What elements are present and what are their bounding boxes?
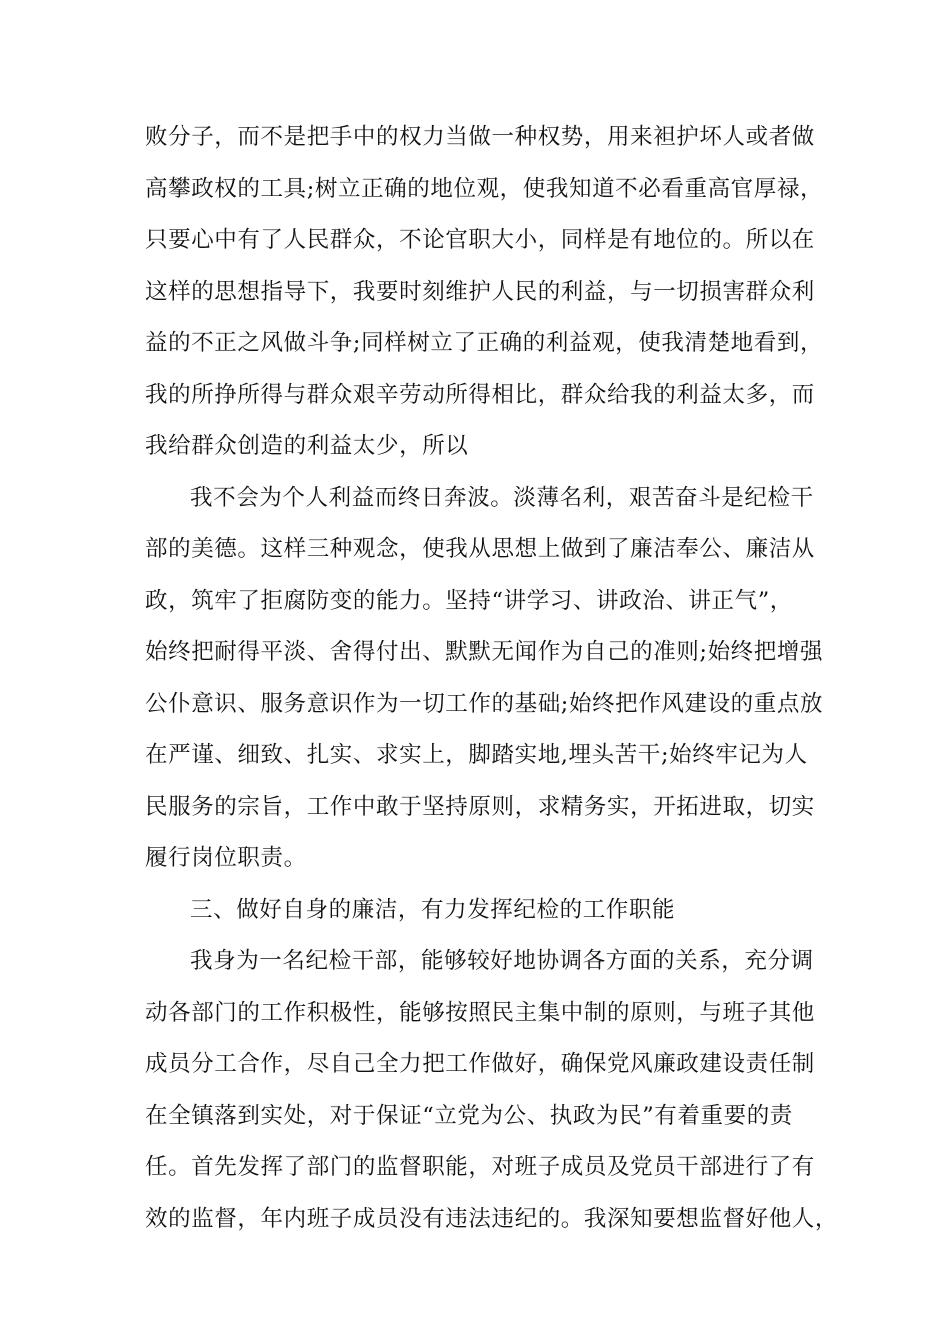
text-line: 在全镇落到实处，对于保证“立党为公、执政为民”有着重要的责 bbox=[145, 1102, 793, 1129]
paragraph-first-line: 我不会为个人利益而终日奔波。淡薄名利，艰苦奋斗是纪检干 bbox=[190, 484, 814, 511]
text-line: 在严谨、细致、扎实、求实上，脚踏实地,埋头苦干;始终牢记为人 bbox=[145, 742, 808, 768]
text-line: 政，筑牢了拒腐防变的能力。坚持“讲学习、讲政治、讲正气”， bbox=[145, 587, 793, 614]
text-line: 我给群众创造的利益太少，所以 bbox=[145, 433, 469, 459]
text-line: 履行岗位职责。 bbox=[145, 845, 307, 871]
text-line: 益的不正之风做斗争;同样树立了正确的利益观，使我清楚地看到， bbox=[145, 330, 824, 356]
body-text bbox=[145, 112, 839, 1245]
text-line: 效的监督，年内班子成员没有违法违纪的。我深知要想监督好他人， bbox=[145, 1205, 839, 1232]
paragraph-first-line: 我身为一名纪检干部，能够较好地协调各方面的关系，充分调 bbox=[190, 948, 814, 974]
text-line: 民服务的宗旨，工作中敢于坚持原则，求精务实，开拓进取，切实 bbox=[145, 793, 815, 820]
text-line: 始终把耐得平淡、舍得付出、默默无闻作为自己的准则;始终把增强 bbox=[145, 639, 824, 665]
text-line: 我的所挣所得与群众艰辛劳动所得相比，群众给我的利益太多，而 bbox=[145, 381, 815, 408]
text-line: 任。首先发挥了部门的监督职能，对班子成员及党员干部进行了有 bbox=[145, 1154, 815, 1180]
text-line: 败分子，而不是把手中的权力当做一种权势，用来袒护坏人或者做 bbox=[145, 124, 815, 150]
text-line: 动各部门的工作积极性，能够按照民主集中制的原则，与班子其他 bbox=[145, 999, 815, 1026]
text-line: 公仆意识、服务意识作为一切工作的基础;始终把作风建设的重点放 bbox=[145, 690, 824, 717]
text-line: 成员分工合作，尽自己全力把工作做好，确保党风廉政建设责任制 bbox=[145, 1051, 815, 1077]
text-line: 部的美德。这样三种观念，使我从思想上做到了廉洁奉公、廉洁从 bbox=[145, 536, 815, 562]
text-line: 高攀政权的工具;树立正确的地位观，使我知道不必看重高官厚禄， bbox=[145, 175, 824, 202]
paragraph-first-line: 三、做好自身的廉洁，有力发挥纪检的工作职能 bbox=[190, 896, 676, 923]
text-line: 只要心中有了人民群众，不论官职大小，同样是有地位的。所以在 bbox=[145, 227, 815, 253]
text-line: 这样的思想指导下，我要时刻维护人民的利益，与一切损害群众利 bbox=[145, 278, 815, 305]
